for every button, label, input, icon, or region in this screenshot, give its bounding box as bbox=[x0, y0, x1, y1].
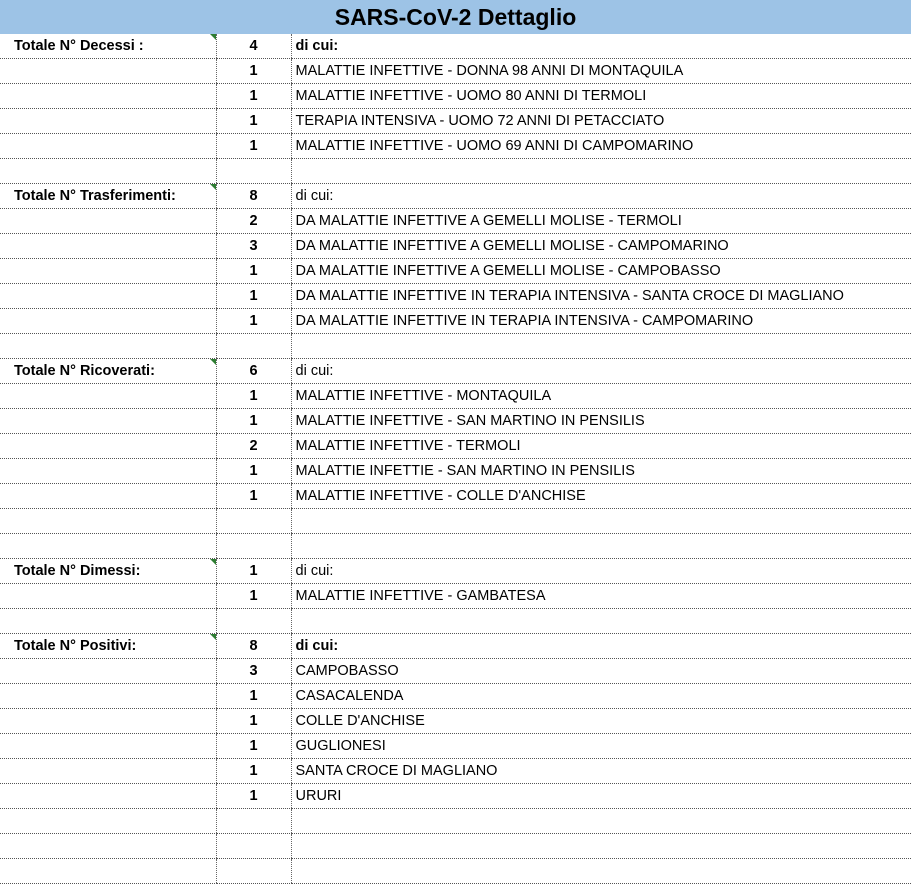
category-label[interactable]: Totale N° Positivi: bbox=[0, 634, 216, 659]
count-cell[interactable]: 2 bbox=[216, 209, 291, 234]
table-row bbox=[0, 309, 911, 334]
table-row bbox=[0, 609, 911, 634]
comment-marker-icon bbox=[210, 34, 216, 40]
table-row bbox=[0, 484, 911, 509]
detail-cell[interactable] bbox=[291, 834, 911, 859]
count-cell[interactable] bbox=[216, 859, 291, 884]
table-row bbox=[0, 359, 911, 384]
count-cell[interactable] bbox=[216, 334, 291, 359]
detail-cell[interactable]: URURI bbox=[291, 784, 911, 809]
table-row bbox=[0, 84, 911, 109]
empty-cell[interactable] bbox=[0, 784, 216, 809]
count-cell[interactable]: 1 bbox=[216, 259, 291, 284]
empty-cell[interactable] bbox=[0, 834, 216, 859]
table-row bbox=[0, 259, 911, 284]
detail-cell[interactable]: COLLE D'ANCHISE bbox=[291, 709, 911, 734]
empty-cell[interactable] bbox=[0, 709, 216, 734]
category-label[interactable]: Totale N° Ricoverati: bbox=[0, 359, 216, 384]
table-row bbox=[0, 159, 911, 184]
empty-cell[interactable] bbox=[0, 409, 216, 434]
detail-cell[interactable]: MALATTIE INFETTIVE - DONNA 98 ANNI DI MONTAQUILA bbox=[291, 59, 911, 84]
count-cell[interactable]: 6 bbox=[216, 359, 291, 384]
detail-cell[interactable]: di cui: bbox=[291, 184, 911, 209]
count-cell[interactable]: 2 bbox=[216, 434, 291, 459]
detail-cell[interactable]: DA MALATTIE INFETTIVE A GEMELLI MOLISE - CAMPOBASSO bbox=[291, 259, 911, 284]
table-row bbox=[0, 834, 911, 859]
count-cell[interactable] bbox=[216, 509, 291, 534]
empty-cell[interactable] bbox=[0, 159, 216, 184]
table-row bbox=[0, 559, 911, 584]
detail-cell[interactable]: MALATTIE INFETTIVE - SAN MARTINO IN PENSILIS bbox=[291, 409, 911, 434]
empty-cell[interactable] bbox=[0, 809, 216, 834]
detail-cell[interactable]: di cui: bbox=[291, 559, 911, 584]
detail-cell[interactable]: DA MALATTIE INFETTIVE A GEMELLI MOLISE - TERMOLI bbox=[291, 209, 911, 234]
detail-cell[interactable]: MALATTIE INFETTIVE - UOMO 69 ANNI DI CAMPOMARINO bbox=[291, 134, 911, 159]
comment-marker-icon bbox=[210, 184, 216, 190]
empty-cell[interactable] bbox=[0, 309, 216, 334]
count-cell[interactable]: 1 bbox=[216, 409, 291, 434]
detail-cell[interactable]: DA MALATTIE INFETTIVE IN TERAPIA INTENSIVA - CAMPOMARINO bbox=[291, 309, 911, 334]
detail-cell[interactable]: CASACALENDA bbox=[291, 684, 911, 709]
empty-cell[interactable] bbox=[0, 384, 216, 409]
table-row bbox=[0, 334, 911, 359]
table-row bbox=[0, 809, 911, 834]
count-cell[interactable]: 1 bbox=[216, 134, 291, 159]
table-row bbox=[0, 659, 911, 684]
comment-marker-icon bbox=[210, 559, 216, 565]
table-row bbox=[0, 459, 911, 484]
detail-cell[interactable] bbox=[291, 809, 911, 834]
empty-cell[interactable] bbox=[0, 659, 216, 684]
empty-cell[interactable] bbox=[0, 59, 216, 84]
empty-cell[interactable] bbox=[0, 534, 216, 559]
category-label[interactable]: Totale N° Trasferimenti: bbox=[0, 184, 216, 209]
empty-cell[interactable] bbox=[0, 434, 216, 459]
empty-cell[interactable] bbox=[0, 234, 216, 259]
count-cell[interactable]: 3 bbox=[216, 659, 291, 684]
table-row bbox=[0, 634, 911, 659]
empty-cell[interactable] bbox=[0, 684, 216, 709]
detail-cell[interactable] bbox=[291, 159, 911, 184]
detail-cell[interactable]: DA MALATTIE INFETTIVE IN TERAPIA INTENSIVA - SANTA CROCE DI MAGLIANO bbox=[291, 284, 911, 309]
detail-cell[interactable]: MALATTIE INFETTIVE - MONTAQUILA bbox=[291, 384, 911, 409]
empty-cell[interactable] bbox=[0, 209, 216, 234]
empty-cell[interactable] bbox=[0, 109, 216, 134]
table-row bbox=[0, 684, 911, 709]
count-cell[interactable]: 1 bbox=[216, 784, 291, 809]
empty-cell[interactable] bbox=[0, 484, 216, 509]
count-cell[interactable]: 1 bbox=[216, 684, 291, 709]
count-cell[interactable]: 1 bbox=[216, 384, 291, 409]
count-cell[interactable] bbox=[216, 834, 291, 859]
detail-cell[interactable]: di cui: bbox=[291, 34, 911, 59]
table-row bbox=[0, 109, 911, 134]
detail-cell[interactable]: MALATTIE INFETTIVE - COLLE D'ANCHISE bbox=[291, 484, 911, 509]
count-cell[interactable]: 4 bbox=[216, 34, 291, 59]
count-cell[interactable]: 8 bbox=[216, 184, 291, 209]
table-row bbox=[0, 784, 911, 809]
count-cell[interactable]: 1 bbox=[216, 284, 291, 309]
count-cell[interactable]: 1 bbox=[216, 109, 291, 134]
table-row bbox=[0, 734, 911, 759]
table-row bbox=[0, 209, 911, 234]
empty-cell[interactable] bbox=[0, 609, 216, 634]
count-cell[interactable]: 1 bbox=[216, 734, 291, 759]
empty-cell[interactable] bbox=[0, 734, 216, 759]
category-label[interactable]: Totale N° Decessi : bbox=[0, 34, 216, 59]
sheet-title: SARS-CoV-2 Dettaglio bbox=[0, 0, 911, 34]
empty-cell[interactable] bbox=[0, 259, 216, 284]
table-row bbox=[0, 534, 911, 559]
detail-cell[interactable] bbox=[291, 859, 911, 884]
detail-cell[interactable] bbox=[291, 609, 911, 634]
count-cell[interactable]: 1 bbox=[216, 584, 291, 609]
table-row bbox=[0, 234, 911, 259]
empty-cell[interactable] bbox=[0, 334, 216, 359]
detail-table bbox=[0, 34, 911, 884]
count-cell[interactable]: 1 bbox=[216, 309, 291, 334]
count-cell[interactable]: 1 bbox=[216, 84, 291, 109]
count-cell[interactable] bbox=[216, 159, 291, 184]
table-row bbox=[0, 384, 911, 409]
table-row bbox=[0, 859, 911, 884]
detail-cell[interactable]: TERAPIA INTENSIVA - UOMO 72 ANNI DI PETACCIATO bbox=[291, 109, 911, 134]
empty-cell[interactable] bbox=[0, 509, 216, 534]
table-row bbox=[0, 184, 911, 209]
table-row bbox=[0, 134, 911, 159]
table-row bbox=[0, 584, 911, 609]
count-cell[interactable]: 3 bbox=[216, 234, 291, 259]
empty-cell[interactable] bbox=[0, 459, 216, 484]
detail-cell[interactable]: MALATTIE INFETTIVE - TERMOLI bbox=[291, 434, 911, 459]
count-cell[interactable]: 1 bbox=[216, 484, 291, 509]
empty-cell[interactable] bbox=[0, 859, 216, 884]
detail-cell[interactable]: GUGLIONESI bbox=[291, 734, 911, 759]
detail-cell[interactable]: MALATTIE INFETTIE - SAN MARTINO IN PENSILIS bbox=[291, 459, 911, 484]
count-cell[interactable]: 1 bbox=[216, 709, 291, 734]
empty-cell[interactable] bbox=[0, 284, 216, 309]
table-row bbox=[0, 434, 911, 459]
empty-cell[interactable] bbox=[0, 84, 216, 109]
table-row bbox=[0, 284, 911, 309]
empty-cell[interactable] bbox=[0, 759, 216, 784]
detail-cell[interactable]: di cui: bbox=[291, 359, 911, 384]
detail-cell[interactable] bbox=[291, 509, 911, 534]
table-row bbox=[0, 59, 911, 84]
empty-cell[interactable] bbox=[0, 584, 216, 609]
count-cell[interactable]: 1 bbox=[216, 759, 291, 784]
comment-marker-icon bbox=[210, 634, 216, 640]
count-cell[interactable] bbox=[216, 534, 291, 559]
table-row bbox=[0, 759, 911, 784]
count-cell[interactable] bbox=[216, 609, 291, 634]
count-cell[interactable]: 1 bbox=[216, 59, 291, 84]
count-cell[interactable]: 1 bbox=[216, 559, 291, 584]
table-row bbox=[0, 509, 911, 534]
detail-cell[interactable] bbox=[291, 534, 911, 559]
detail-cell[interactable]: MALATTIE INFETTIVE - GAMBATESA bbox=[291, 584, 911, 609]
detail-cell[interactable]: DA MALATTIE INFETTIVE A GEMELLI MOLISE - CAMPOMARINO bbox=[291, 234, 911, 259]
count-cell[interactable]: 1 bbox=[216, 459, 291, 484]
table-row bbox=[0, 409, 911, 434]
detail-cell[interactable]: SANTA CROCE DI MAGLIANO bbox=[291, 759, 911, 784]
detail-cell[interactable]: MALATTIE INFETTIVE - UOMO 80 ANNI DI TERMOLI bbox=[291, 84, 911, 109]
table-row bbox=[0, 34, 911, 59]
count-cell[interactable]: 8 bbox=[216, 634, 291, 659]
detail-cell[interactable]: di cui: bbox=[291, 634, 911, 659]
table-row bbox=[0, 709, 911, 734]
detail-cell[interactable] bbox=[291, 334, 911, 359]
comment-marker-icon bbox=[210, 359, 216, 365]
count-cell[interactable] bbox=[216, 809, 291, 834]
category-label[interactable]: Totale N° Dimessi: bbox=[0, 559, 216, 584]
empty-cell[interactable] bbox=[0, 134, 216, 159]
detail-cell[interactable]: CAMPOBASSO bbox=[291, 659, 911, 684]
